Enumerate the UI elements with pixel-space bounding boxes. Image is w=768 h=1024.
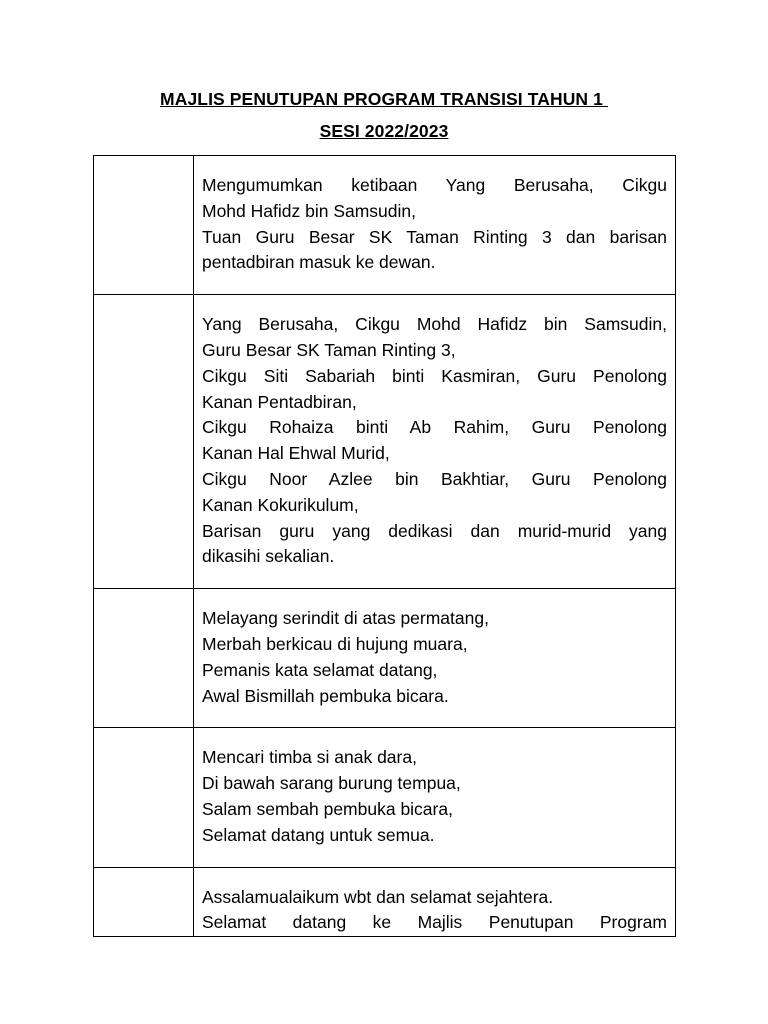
table-row	[94, 589, 676, 728]
script-table	[93, 155, 676, 937]
script-line: Kanan Hal Ehwal Murid,	[202, 443, 390, 464]
pantun-line: Salam sembah pembuka bicara,	[202, 798, 453, 819]
pantun-line: Merbah berkicau di hujung muara,	[202, 633, 468, 654]
script-line: Tuan Guru Besar SK Taman Rinting 3 dan barisan	[202, 226, 667, 247]
script-cell	[194, 156, 676, 295]
script-cell	[194, 867, 676, 937]
speaker-cell	[94, 589, 194, 728]
document-session: SESI 2022/2023	[319, 121, 449, 141]
speaker-cell	[94, 295, 194, 589]
table-row	[94, 867, 676, 937]
pantun-line: Awal Bismillah pembuka bicara.	[202, 685, 449, 706]
script-line: Mohd Hafidz bin Samsudin,	[202, 200, 416, 221]
script-line: Kanan Pentadbiran,	[202, 391, 357, 412]
script-line: Cikgu Siti Sabariah binti Kasmiran, Guru Penolong	[202, 365, 667, 386]
pantun-line: Selamat datang untuk semua.	[202, 824, 435, 845]
script-line: Assalamualaikum wbt dan selamat sejahtera.	[202, 886, 554, 907]
script-line: Cikgu Noor Azlee bin Bakhtiar, Guru Penolong	[202, 468, 667, 489]
document-title: MAJLIS PENUTUPAN PROGRAM TRANSISI TAHUN 1	[160, 89, 608, 109]
table-row	[94, 295, 676, 589]
script-line: Yang Berusaha, Cikgu Mohd Hafidz bin Samsudin,	[202, 314, 667, 335]
script-cell	[194, 728, 676, 867]
script-line: pentadbiran masuk ke dewan.	[202, 252, 436, 273]
script-line: Guru Besar SK Taman Rinting 3,	[202, 339, 456, 360]
table-row	[94, 156, 676, 295]
pantun-line: Mencari timba si anak dara,	[202, 747, 417, 768]
script-cell	[194, 589, 676, 728]
script-line: Cikgu Rohaiza binti Ab Rahim, Guru Penolong	[202, 417, 667, 438]
pantun-line: Melayang serindit di atas permatang,	[202, 608, 489, 629]
pantun-line: Di bawah sarang burung tempua,	[202, 773, 461, 794]
table-row	[94, 728, 676, 867]
script-line: dikasihi sekalian.	[202, 546, 335, 567]
script-line: Kanan Kokurikulum,	[202, 494, 359, 515]
script-line: Mengumumkan ketibaan Yang Berusaha, Cikgu	[202, 175, 667, 195]
speaker-cell	[94, 867, 194, 937]
speaker-cell	[94, 728, 194, 867]
pantun-line: Pemanis kata selamat datang,	[202, 659, 438, 680]
script-line: Barisan guru yang dedikasi dan murid-murid yang	[202, 520, 667, 541]
script-line: Selamat datang ke Majlis Penutupan Program	[202, 912, 667, 933]
speaker-cell	[94, 156, 194, 295]
script-cell	[194, 295, 676, 589]
